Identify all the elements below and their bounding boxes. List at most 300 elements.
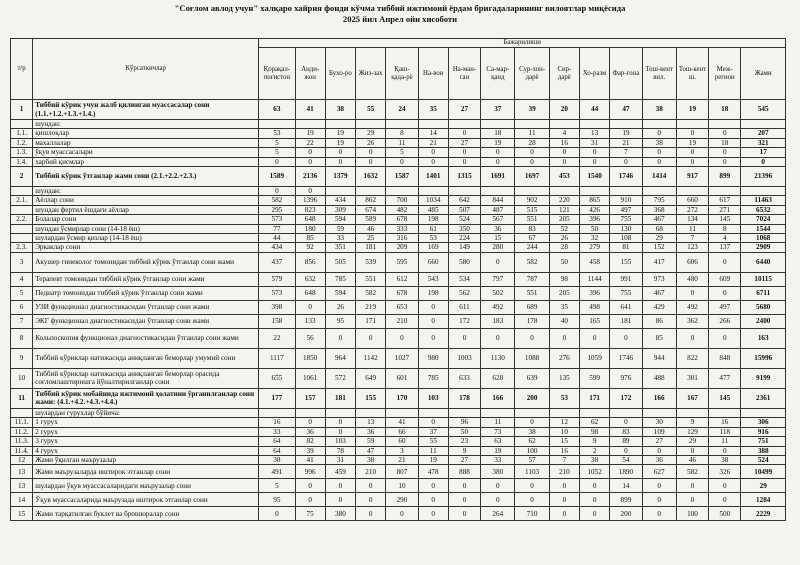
row-value — [481, 120, 515, 129]
row-value: 21 — [418, 138, 448, 147]
row-value: 57 — [515, 455, 549, 464]
row-value: 95 — [325, 314, 355, 328]
row-value — [549, 187, 579, 196]
row-value: 0 — [386, 157, 418, 166]
row-value: 0 — [610, 418, 642, 427]
row-value: 648 — [295, 215, 325, 224]
row-value: 50 — [549, 252, 579, 272]
row-value: 0 — [295, 148, 325, 157]
report-title-line1: "Соғлом авлод учун" халқаро хайрия фонди кўчма тиббий ижтимоий ёрдам бригадаларининг вилоятлар миқёсида — [174, 3, 626, 13]
table-row — [11, 300, 786, 314]
row-value: 1396 — [295, 196, 325, 205]
row-number: 13 — [11, 479, 33, 493]
row-value — [418, 187, 448, 196]
row-label: қишлоқлар — [33, 129, 259, 138]
report-table — [10, 38, 786, 521]
row-value — [325, 120, 355, 129]
row-number: 7 — [11, 314, 33, 328]
row-value: 0 — [709, 479, 741, 493]
table-row — [11, 148, 786, 157]
table-row — [11, 455, 786, 464]
header-num: т/р — [11, 39, 33, 100]
row-value: 129 — [676, 427, 708, 436]
row-value: 38 — [515, 427, 549, 436]
row-total: 2361 — [741, 388, 786, 408]
row-value: 0 — [325, 157, 355, 166]
row-value: 1034 — [418, 196, 448, 205]
row-value: 178 — [448, 388, 480, 408]
row-value: 562 — [448, 286, 480, 300]
row-value: 582 — [515, 252, 549, 272]
row-value: 145 — [709, 388, 741, 408]
row-value: 0 — [549, 507, 579, 521]
header-region: Жиз-зах — [356, 48, 386, 100]
row-value: 31 — [325, 455, 355, 464]
row-value: 98 — [580, 427, 610, 436]
row-value: 964 — [325, 348, 355, 368]
row-value: 380 — [481, 465, 515, 479]
row-value: 1052 — [580, 465, 610, 479]
table-row — [11, 388, 786, 408]
row-number: 5 — [11, 286, 33, 300]
row-value: 16 — [709, 418, 741, 427]
row-label: ўқув муассасалари — [33, 148, 259, 157]
row-value: 33 — [259, 427, 295, 436]
row-value: 11 — [418, 446, 448, 455]
row-value — [515, 120, 549, 129]
row-value: 2136 — [295, 167, 325, 187]
row-value: 515 — [515, 205, 549, 214]
row-value: 1691 — [481, 167, 515, 187]
row-value: 0 — [259, 507, 295, 521]
row-label: Тиббий кўрик мобайнида ижтимоий ҳолатини ўрганилганлар сони жами: (4.1.+4.2.+4.3.+4.4.) — [33, 388, 259, 408]
row-value: 2 — [580, 446, 610, 455]
row-value: 209 — [386, 243, 418, 252]
row-value: 56 — [295, 328, 325, 348]
row-value: 1142 — [356, 348, 386, 368]
table-row — [11, 465, 786, 479]
row-value: 617 — [709, 196, 741, 205]
table-row — [11, 167, 786, 187]
row-value: 145 — [709, 215, 741, 224]
row-value: 272 — [676, 205, 708, 214]
row-value: 0 — [418, 328, 448, 348]
row-value: 899 — [610, 493, 642, 507]
row-total: 163 — [741, 328, 786, 348]
header-region: Са-мар-қанд — [481, 48, 515, 100]
row-value: 280 — [481, 243, 515, 252]
row-value: 67 — [515, 234, 549, 243]
row-value: 25 — [356, 234, 386, 243]
row-value: 39 — [515, 100, 549, 120]
row-value — [356, 187, 386, 196]
table-row — [11, 314, 786, 328]
row-value: 0 — [709, 252, 741, 272]
row-value — [549, 408, 579, 417]
row-total: 29 — [741, 479, 786, 493]
row-label: Болалар сони — [33, 215, 259, 224]
header-region: Хо-разм — [580, 48, 610, 100]
row-label: шундан: — [33, 120, 259, 129]
row-value: 0 — [356, 148, 386, 157]
row-value — [515, 408, 549, 417]
row-value: 33 — [325, 234, 355, 243]
row-value: 910 — [610, 196, 642, 205]
row-value: 642 — [448, 196, 480, 205]
row-value: 167 — [676, 388, 708, 408]
row-value: 674 — [356, 205, 386, 214]
row-value: 787 — [515, 272, 549, 286]
row-value: 0 — [325, 148, 355, 157]
row-value: 11 — [386, 138, 418, 147]
row-value: 482 — [386, 205, 418, 214]
row-value: 19 — [676, 100, 708, 120]
row-number: 11.4. — [11, 446, 33, 455]
row-total: 2400 — [741, 314, 786, 328]
row-value: 4 — [549, 129, 579, 138]
row-number: 9 — [11, 348, 33, 368]
row-value: 59 — [356, 437, 386, 446]
row-value: 24 — [386, 100, 418, 120]
row-value: 301 — [676, 368, 708, 388]
row-number — [11, 120, 33, 129]
row-value: 0 — [549, 157, 579, 166]
row-value: 35 — [549, 300, 579, 314]
row-value: 865 — [580, 196, 610, 205]
row-total: 545 — [741, 100, 786, 120]
row-value: 10 — [386, 479, 418, 493]
row-value: 467 — [642, 286, 676, 300]
row-value: 0 — [610, 328, 642, 348]
row-value: 38 — [259, 455, 295, 464]
row-value: 172 — [448, 314, 480, 328]
row-value: 0 — [418, 493, 448, 507]
row-value: 137 — [709, 243, 741, 252]
row-value: 573 — [259, 286, 295, 300]
row-value: 500 — [709, 507, 741, 521]
row-value: 1587 — [386, 167, 418, 187]
row-value: 492 — [481, 300, 515, 314]
row-value: 166 — [481, 388, 515, 408]
row-label: шундан фертил ёшдаги аёллар — [33, 205, 259, 214]
row-value: 589 — [356, 215, 386, 224]
row-label: Терапевт томонидан тиббий кўрик ўтганлар сони жами — [33, 272, 259, 286]
row-value — [386, 187, 418, 196]
row-total: 10499 — [741, 465, 786, 479]
row-value: 0 — [610, 446, 642, 455]
header-region: Анди-жон — [295, 48, 325, 100]
row-value: 37 — [418, 427, 448, 436]
row-value: 279 — [580, 243, 610, 252]
row-value: 0 — [580, 328, 610, 348]
row-value: 0 — [448, 157, 480, 166]
row-value: 1850 — [295, 348, 325, 368]
row-value: 41 — [295, 100, 325, 120]
row-value — [610, 187, 642, 196]
row-value: 0 — [386, 328, 418, 348]
row-value: 5 — [259, 138, 295, 147]
row-value — [676, 408, 708, 417]
row-total: 306 — [741, 418, 786, 427]
row-value: 52 — [549, 224, 579, 233]
row-value: 628 — [481, 368, 515, 388]
row-value: 21 — [610, 138, 642, 147]
row-value: 47 — [610, 100, 642, 120]
row-value: 0 — [418, 300, 448, 314]
row-value: 0 — [709, 446, 741, 455]
row-value: 453 — [549, 167, 579, 187]
row-value: 582 — [259, 196, 295, 205]
row-value: 333 — [386, 224, 418, 233]
row-value: 181 — [356, 243, 386, 252]
row-value — [325, 187, 355, 196]
row-value: 0 — [676, 286, 708, 300]
row-value: 641 — [610, 300, 642, 314]
row-total: 10115 — [741, 272, 786, 286]
row-value: 362 — [676, 314, 708, 328]
row-value: 862 — [356, 196, 386, 205]
row-label: Тиббий кўриклар натижасида аниқланган беморлар орасида соғломлаштиришга йўналтирилганлар сони — [33, 368, 259, 388]
row-value: 54 — [610, 455, 642, 464]
row-value: 429 — [642, 300, 676, 314]
row-value: 13 — [356, 418, 386, 427]
row-value: 27 — [642, 437, 676, 446]
row-value: 23 — [448, 437, 480, 446]
header-region: Фар-ғона — [610, 48, 642, 100]
table-row — [11, 348, 786, 368]
row-value: 81 — [610, 243, 642, 252]
row-number: 1.4. — [11, 157, 33, 166]
row-value: 459 — [325, 465, 355, 479]
row-number: 12 — [11, 455, 33, 464]
row-value: 653 — [386, 300, 418, 314]
row-value: 10 — [549, 427, 579, 436]
row-value: 63 — [259, 100, 295, 120]
row-value: 36 — [642, 455, 676, 464]
row-value: 0 — [356, 493, 386, 507]
row-value: 36 — [295, 427, 325, 436]
row-value: 0 — [709, 493, 741, 507]
row-value: 39 — [295, 446, 325, 455]
row-number: 15 — [11, 507, 33, 521]
row-value: 271 — [709, 205, 741, 214]
row-value: 0 — [418, 314, 448, 328]
row-value: 29 — [642, 234, 676, 243]
row-value: 0 — [515, 479, 549, 493]
row-value: 458 — [580, 252, 610, 272]
row-value: 0 — [325, 328, 355, 348]
row-value — [580, 120, 610, 129]
table-row — [11, 408, 786, 417]
row-value: 0 — [709, 157, 741, 166]
row-value — [325, 408, 355, 417]
row-value: 130 — [610, 224, 642, 233]
row-value: 0 — [515, 418, 549, 427]
table-row — [11, 129, 786, 138]
row-value: 290 — [386, 493, 418, 507]
row-label: харбий қисмлар — [33, 157, 259, 166]
row-value: 64 — [259, 437, 295, 446]
table-row — [11, 224, 786, 233]
row-value: 0 — [481, 479, 515, 493]
header-region: Тош-кент вил. — [642, 48, 676, 100]
row-value: 1144 — [580, 272, 610, 286]
row-value — [580, 408, 610, 417]
table-row — [11, 100, 786, 120]
row-value: 0 — [356, 157, 386, 166]
row-value: 27 — [448, 100, 480, 120]
row-value: 47 — [356, 446, 386, 455]
row-value: 15 — [549, 437, 579, 446]
row-label: Педиатр томонидан тиббий кўрик ўтганлар сони жами — [33, 286, 259, 300]
row-value: 18 — [709, 138, 741, 147]
row-total: 7024 — [741, 215, 786, 224]
row-value: 19 — [610, 129, 642, 138]
row-value: 149 — [448, 243, 480, 252]
row-value: 785 — [325, 272, 355, 286]
row-value: 7 — [549, 455, 579, 464]
row-value: 551 — [515, 215, 549, 224]
row-value: 77 — [259, 224, 295, 233]
row-value: 5 — [386, 148, 418, 157]
table-row — [11, 479, 786, 493]
row-label: ЭКГ функционал диагностикасидан ўтганлар сони жами — [33, 314, 259, 328]
row-value: 467 — [642, 215, 676, 224]
table-row — [11, 157, 786, 166]
row-value: 66 — [386, 427, 418, 436]
row-value: 46 — [356, 224, 386, 233]
row-value: 38 — [356, 455, 386, 464]
row-value: 0 — [418, 148, 448, 157]
row-total: 2909 — [741, 243, 786, 252]
row-value: 944 — [642, 348, 676, 368]
row-total — [741, 408, 786, 417]
row-value: 0 — [676, 129, 708, 138]
header-region: Меж-регион — [709, 48, 741, 100]
row-value — [580, 187, 610, 196]
row-value: 100 — [676, 507, 708, 521]
row-value: 689 — [515, 300, 549, 314]
row-value: 350 — [448, 224, 480, 233]
row-value: 326 — [709, 465, 741, 479]
header-executors: Бажарилиши — [259, 39, 786, 48]
row-value: 36 — [481, 224, 515, 233]
table-row — [11, 493, 786, 507]
row-value: 1059 — [580, 348, 610, 368]
row-value: 0 — [259, 157, 295, 166]
row-value: 524 — [448, 215, 480, 224]
row-label: 2 гурух — [33, 427, 259, 436]
row-value: 5 — [259, 479, 295, 493]
row-value: 85 — [295, 234, 325, 243]
row-value — [259, 120, 295, 129]
row-label: Тиббий кўрик ўтганлар жами сони (2.1.+2.2.+2.3.) — [33, 167, 259, 187]
row-total: 6440 — [741, 252, 786, 272]
row-value: 660 — [418, 252, 448, 272]
row-value: 601 — [386, 368, 418, 388]
row-total: 1068 — [741, 234, 786, 243]
row-value: 0 — [676, 493, 708, 507]
row-value: 0 — [418, 507, 448, 521]
row-value: 276 — [549, 348, 579, 368]
row-value: 380 — [325, 507, 355, 521]
row-value: 0 — [356, 507, 386, 521]
row-value — [642, 120, 676, 129]
row-value: 492 — [676, 300, 708, 314]
row-value: 1890 — [610, 465, 642, 479]
header-region: Жами — [741, 48, 786, 100]
row-value: 73 — [481, 427, 515, 436]
row-total: 2229 — [741, 507, 786, 521]
row-value: 0 — [580, 479, 610, 493]
row-value: 660 — [676, 196, 708, 205]
row-value: 1401 — [418, 167, 448, 187]
row-value: 4 — [709, 234, 741, 243]
row-value: 0 — [356, 328, 386, 348]
row-number: 1 — [11, 100, 33, 120]
row-value: 507 — [448, 205, 480, 214]
row-value: 1589 — [259, 167, 295, 187]
row-value — [295, 120, 325, 129]
row-value: 100 — [515, 446, 549, 455]
row-value — [448, 187, 480, 196]
row-value: 11 — [709, 437, 741, 446]
row-value: 0 — [549, 148, 579, 157]
row-total: 6532 — [741, 205, 786, 214]
row-value: 26 — [356, 138, 386, 147]
row-value: 639 — [515, 368, 549, 388]
row-value: 32 — [580, 234, 610, 243]
row-value: 902 — [515, 196, 549, 205]
row-value: 18 — [709, 100, 741, 120]
row-value: 0 — [448, 328, 480, 348]
row-value: 888 — [448, 465, 480, 479]
row-value: 62 — [515, 437, 549, 446]
row-value: 480 — [676, 272, 708, 286]
row-number: 1.1. — [11, 129, 33, 138]
row-value: 497 — [709, 300, 741, 314]
row-total: 207 — [741, 129, 786, 138]
table-row — [11, 252, 786, 272]
row-value: 181 — [325, 388, 355, 408]
row-number: 10 — [11, 368, 33, 388]
row-value — [549, 120, 579, 129]
row-value: 8 — [709, 224, 741, 233]
row-total: 916 — [741, 427, 786, 436]
row-label: шундан: — [33, 187, 259, 196]
row-value: 0 — [448, 479, 480, 493]
row-value: 9 — [448, 446, 480, 455]
row-value: 11 — [515, 129, 549, 138]
row-number: 1.2. — [11, 138, 33, 147]
row-value: 33 — [481, 455, 515, 464]
row-value: 157 — [295, 388, 325, 408]
row-number: 8 — [11, 328, 33, 348]
row-number: 4 — [11, 272, 33, 286]
row-value: 35 — [418, 100, 448, 120]
report-title — [0, 3, 800, 24]
row-value: 980 — [418, 348, 448, 368]
row-value: 26 — [549, 234, 579, 243]
row-value: 68 — [642, 224, 676, 233]
table-row — [11, 446, 786, 455]
row-value: 844 — [481, 196, 515, 205]
table-row — [11, 507, 786, 521]
row-total — [741, 120, 786, 129]
row-value: 18 — [481, 129, 515, 138]
table-row — [11, 187, 786, 196]
row-value: 551 — [356, 272, 386, 286]
